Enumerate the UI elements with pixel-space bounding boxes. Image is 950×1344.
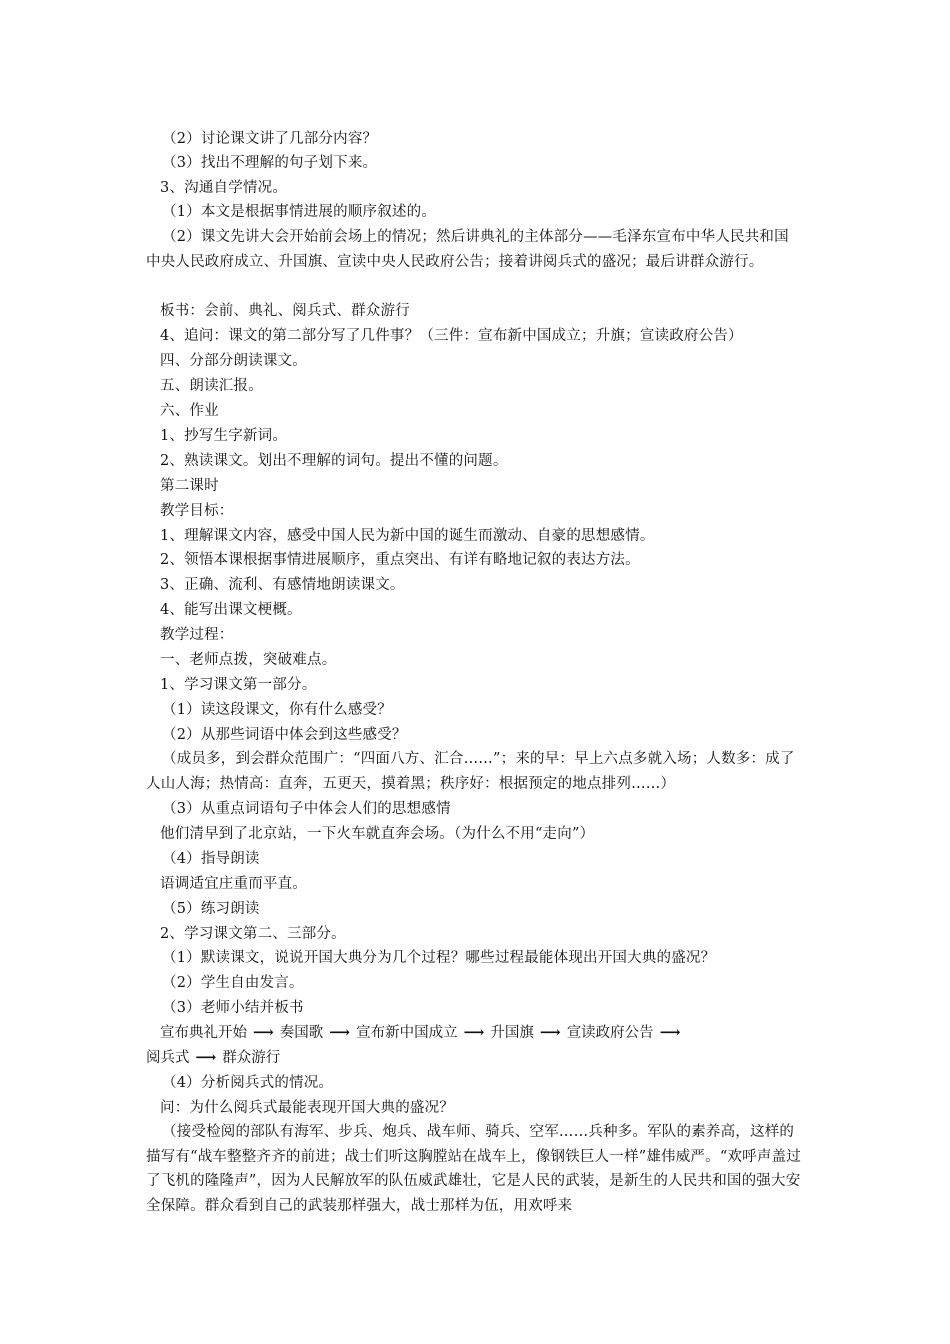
arrow-right-icon: ⟶ [253, 1024, 274, 1041]
text-line: 3、沟通自学情况。 [160, 180, 288, 196]
text-line: 语调适宜庄重而平直。 [160, 876, 307, 892]
text-line: 1、学习课文第一部分。 [160, 677, 317, 693]
text-line: （1）默读课文，说说开国大典分为几个过程？哪些过程最能体现出开国大典的盛况？ [162, 950, 716, 966]
text-line: （2）讨论课文讲了几部分内容？ [162, 131, 378, 147]
text-line: （2）学生自由发言。 [162, 975, 304, 991]
text-line: （3）找出不理解的句子划下来。 [162, 155, 378, 171]
text-line: 问：为什么阅兵式最能表现开国大典的盛况？ [160, 1100, 454, 1116]
text-line: （3）从重点词语句子中体会人们的思想感情 [162, 801, 451, 817]
text-line: 2、领悟本课根据事情进展顺序，重点突出、有详有略地记叙的表达方法。 [160, 552, 640, 568]
text-line: 一、老师点拨，突破难点。 [160, 652, 337, 668]
flow-step: 群众游行 [222, 1050, 281, 1066]
text-line: （2）从那些词语中体会到这些感受？ [162, 727, 407, 743]
text-line: 他们清早到了北京站，一下火车就直奔会场。（为什么不用“走向”） [160, 826, 595, 842]
flow-step: 奏国歌 [279, 1025, 324, 1041]
arrow-right-icon: ⟶ [539, 1024, 561, 1041]
text-line: 1、理解课文内容，感受中国人民为新中国的诞生而激动、自豪的思想感情。 [160, 528, 655, 544]
text-line: 2、熟读课文。划出不理解的词句。提出不懂的问题。 [160, 453, 508, 469]
arrow-right-icon: ⟶ [463, 1024, 485, 1041]
paragraph-ceremony-structure: （2）课文先讲大会开始前会场上的情况；然后讲典礼的主体部分——毛泽东宣布中华人民共和国中央人民政府成立、升国旗、宣读中央人民政府公告；接着讲阅兵式的盛况；最后讲群众游行。 [146, 229, 789, 270]
text-line: 4、追问：课文的第二部分写了几件事？（三件：宣布新中国成立；升旗；宣读政府公告） [160, 328, 743, 344]
flow-step: 升国旗 [490, 1025, 534, 1041]
text-line: （4）分析阅兵式的情况。 [162, 1075, 334, 1091]
text-line: 2、学习课文第二、三部分。 [160, 926, 346, 942]
text-line: 五、朗读汇报。 [160, 378, 263, 394]
flow-step: 宣布典礼开始 [160, 1025, 247, 1041]
text-line: 4、能写出课文梗概。 [160, 602, 302, 618]
text-line: 教学过程： [160, 627, 234, 643]
arrow-right-icon: ⟶ [329, 1024, 351, 1041]
text-line: （5）练习朗读 [162, 901, 260, 917]
text-line: 板书：会前、典礼、阅兵式、群众游行 [160, 303, 410, 319]
arrow-right-icon: ⟶ [659, 1024, 681, 1041]
text-line: 六、作业 [160, 403, 219, 419]
flow-step: 宣读政府公告 [566, 1025, 654, 1041]
section-heading: 第二课时 [160, 478, 219, 494]
paragraph-parade-analysis: （接受检阅的部队有海军、步兵、炮兵、战车师、骑兵、空军……兵种多。军队的素养高，这样的描写有“战车整整齐齐的前进；战士们听这胸膛站在战车上，像钢铁巨人一样”雄伟威严。“欢呼声盖过了飞机的隆隆声”，因为人民解放军的队伍威武雄壮，它是人民的武装，是新生的人民共和国的强大安全保障。群众看到自己的武装那样强大，战士那样为伍，用欢呼来 [146, 1124, 801, 1214]
text-line: 四、分部分朗读课文。 [160, 353, 307, 369]
arrow-right-icon: ⟶ [195, 1049, 217, 1066]
text-line: （4）指导朗读 [162, 851, 260, 867]
paragraph-crowd-analysis: （成员多，到会群众范围广：“四面八方、汇合……”；来的早：早上六点多就入场；人数多：成了人山人海；热情高：直奔，五更天，摸着黑；秩序好：根据预定的地点排列……） [146, 751, 795, 792]
board-flow-row-1 [160, 1021, 686, 1045]
text-line: 教学目标： [160, 503, 234, 519]
text-line: 3、正确、流利、有感情地朗读课文。 [160, 577, 405, 593]
text-line: 1、抄写生字新词。 [160, 428, 288, 444]
flow-step: 阅兵式 [146, 1050, 190, 1066]
flow-step: 宣布新中国成立 [356, 1025, 458, 1041]
text-line: （3）老师小结并板书 [162, 1000, 304, 1016]
text-line: （1）本文是根据事情进展的顺序叙述的。 [162, 204, 437, 220]
board-flow-row-2 [146, 1046, 280, 1070]
text-line: （1）读这段课文，你有什么感受？ [162, 702, 392, 718]
